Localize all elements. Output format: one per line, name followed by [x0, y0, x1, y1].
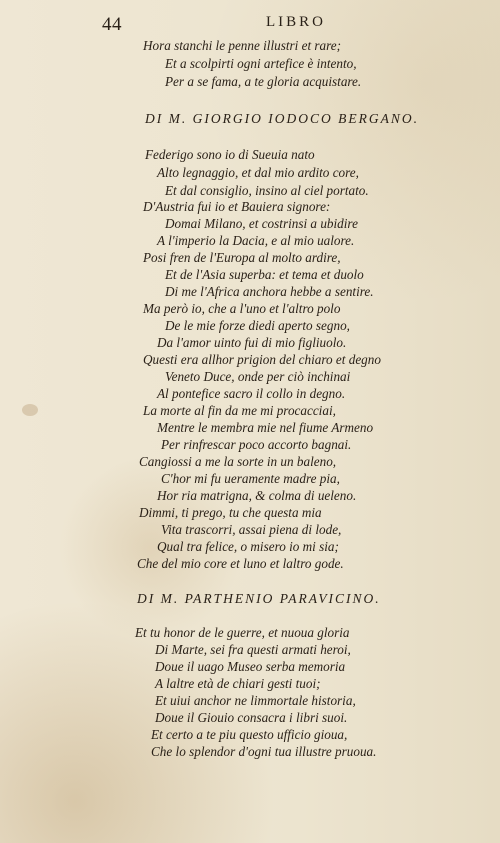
verse-line: Et tu honor de le guerre, et nuoua gloria	[135, 625, 350, 640]
verse-line: Per a se fama, a te gloria acquistare.	[165, 74, 362, 89]
verse-line: Da l'amor uinto fui di mio figliuolo.	[157, 335, 347, 350]
verse-line: Al pontefice sacro il collo in degno.	[157, 386, 346, 401]
verse-line: Et de l'Asia superba: et tema et duolo	[165, 267, 364, 282]
verse-line: Et certo a te piu questo ufficio gioua,	[151, 727, 348, 742]
verse-line: Mentre le membra mie nel fiume Armeno	[157, 420, 374, 435]
verse-line: Doue il Giouio consacra i libri suoi.	[155, 710, 348, 725]
section-heading: DI M. GIORGIO IODOCO BERGANO.	[145, 111, 419, 126]
verse-line: Che lo splendor d'ogni tua illustre pruoua.	[151, 744, 377, 759]
verse-line: Di me l'Africa anchora hebbe a sentire.	[165, 284, 374, 299]
verse-line: Per rinfrescar poco accorto bagnai.	[161, 437, 352, 452]
verse-line: Alto legnaggio, et dal mio ardito core,	[157, 165, 359, 180]
section-heading: DI M. PARTHENIO PARAVICINO.	[137, 591, 381, 606]
verse-line: Ma però io, che a l'uno et l'altro polo	[143, 301, 341, 316]
verse-line: Domai Milano, et costrinsi a ubidire	[165, 216, 358, 231]
verse-line: Hor ria matrigna, & colma di ueleno.	[157, 488, 357, 503]
verse-line: Qual tra felice, o misero io mi sia;	[157, 539, 339, 554]
verse-line: Veneto Duce, onde per ciò inchinai	[165, 369, 351, 384]
verse-line: D'Austria fui io et Bauiera signore:	[143, 199, 331, 214]
verse-line: Posi fren de l'Europa al molto ardire,	[143, 250, 341, 265]
verse-line: Doue il uago Museo serba memoria	[155, 659, 346, 674]
verse-line: Hora stanchi le penne illustri et rare;	[143, 38, 342, 53]
verse-line: Vita trascorri, assai piena di lode,	[161, 522, 342, 537]
verse-line: Federigo sono io di Sueuia nato	[145, 147, 315, 162]
verse-line: De le mie forze diedi aperto segno,	[165, 318, 350, 333]
running-head: LIBRO	[266, 14, 326, 30]
verse-line: Et dal consiglio, insino al ciel portato.	[165, 183, 369, 198]
verse-line: Di Marte, sei fra questi armati heroi,	[155, 642, 351, 657]
verse-line: La morte al fin da me mi procacciai,	[143, 403, 336, 418]
verse-line: Et uiui anchor ne limmortale historia,	[155, 693, 356, 708]
verse-line: A l'imperio la Dacia, e al mio ualore.	[157, 233, 355, 248]
verse-line: A laltre età de chiari gesti tuoi;	[155, 676, 321, 691]
verse-line: Che del mio core et luno et laltro gode.	[137, 556, 344, 571]
verse-line: Et a scolpirti ogni artefice è intento,	[165, 56, 357, 71]
verse-line: Dimmi, ti prego, tu che questa mia	[139, 505, 322, 520]
verse-line: Questi era allhor prigion del chiaro et degno	[143, 352, 381, 367]
verse-line: C'hor mi fu ueramente madre pia,	[161, 471, 340, 486]
verse-line: Cangiossi a me la sorte in un baleno,	[139, 454, 337, 469]
page-number: 44	[102, 14, 122, 35]
paper-stain	[22, 404, 38, 416]
